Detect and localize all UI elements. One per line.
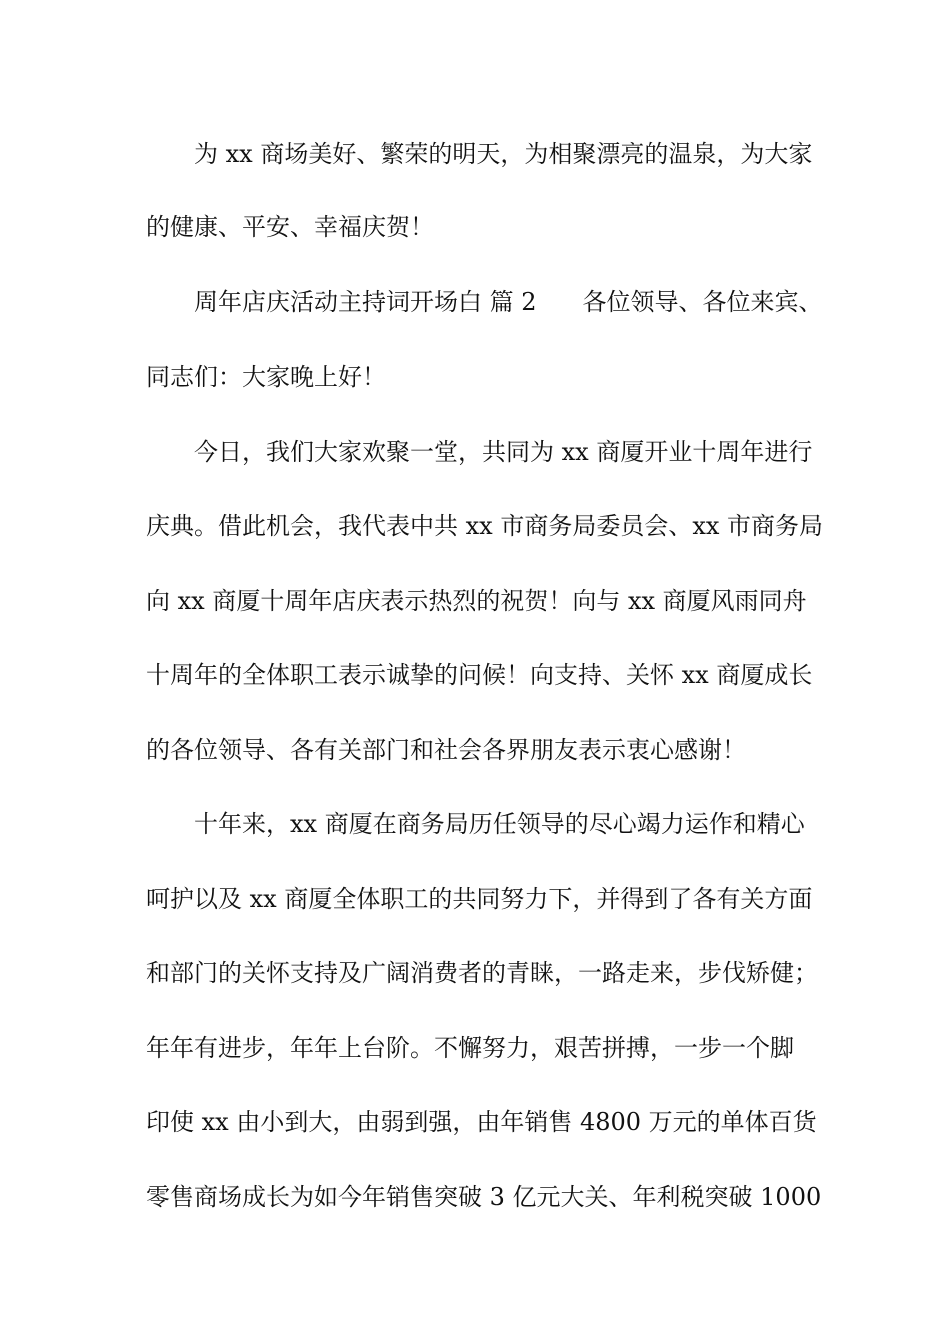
- paragraph-line: 十年来，xx 商厦在商务局历任领导的尽心竭力运作和精心: [194, 810, 805, 838]
- paragraph-line: 向 xx 商厦十周年店庆表示热烈的祝贺！向与 xx 商厦风雨同舟: [146, 587, 807, 615]
- paragraph-line: 零售商场成长为如今年销售突破 3 亿元大关、年利税突破 1000: [146, 1183, 822, 1211]
- paragraph-line: 的各位领导、各有关部门和社会各界朋友表示衷心感谢！: [146, 736, 746, 764]
- paragraph-line: 同志们：大家晚上好！: [146, 363, 386, 391]
- section-heading-line: [194, 282, 874, 322]
- paragraph-line: 的健康、平安、幸福庆贺！: [146, 213, 434, 241]
- paragraph-line: 年年有进步，年年上台阶。不懈努力，艰苦拼搏，一步一个脚: [146, 1034, 794, 1062]
- salutation-start: 各位领导、各位来宾、: [582, 288, 823, 316]
- paragraph-line: 呵护以及 xx 商厦全体职工的共同努力下，并得到了各有关方面: [146, 885, 813, 913]
- section-heading: 周年店庆活动主持词开场白 篇 2: [194, 288, 537, 316]
- paragraph-line: 和部门的关怀支持及广阔消费者的青睐，一路走来，步伐矫健；: [146, 959, 818, 987]
- paragraph-line: 印使 xx 由小到大，由弱到强，由年销售 4800 万元的单体百货: [146, 1108, 817, 1136]
- paragraph-line: 十周年的全体职工表示诚挚的问候！向支持、关怀 xx 商厦成长: [146, 661, 813, 689]
- paragraph-line: 为 xx 商场美好、繁荣的明天，为相聚漂亮的温泉，为大家: [194, 140, 813, 168]
- paragraph-line: 今日，我们大家欢聚一堂，共同为 xx 商厦开业十周年进行: [194, 438, 813, 466]
- paragraph-line: 庆典。借此机会，我代表中共 xx 市商务局委员会、xx 市商务局: [146, 512, 824, 540]
